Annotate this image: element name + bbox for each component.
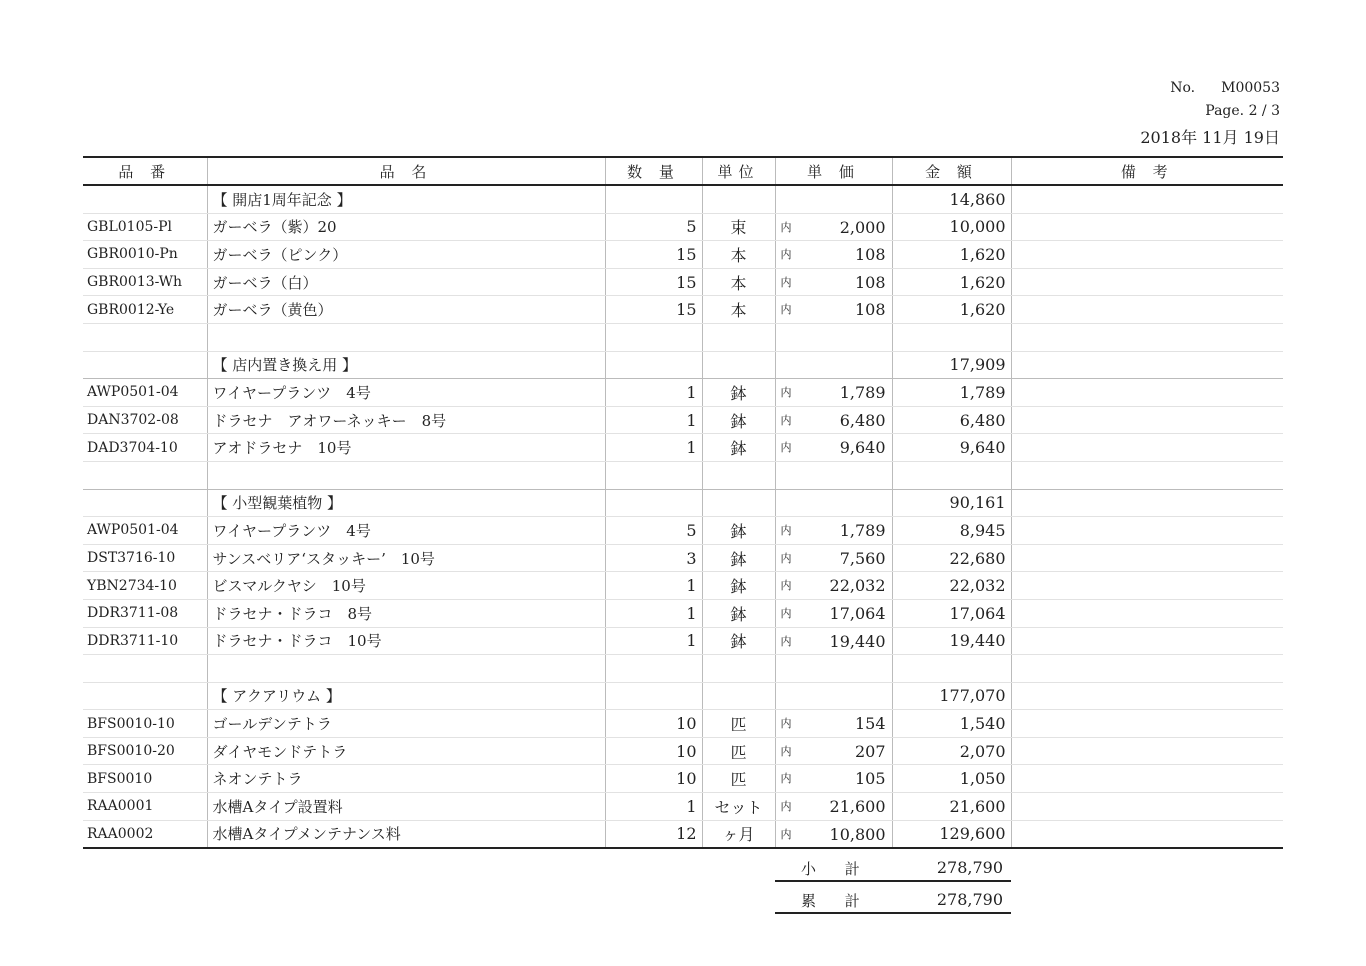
cumulative-total-label: 累 計 bbox=[801, 892, 872, 910]
unit-price-value: 1,789 bbox=[839, 521, 886, 541]
unit-price-value: 10,800 bbox=[829, 824, 886, 844]
item-name: ワイヤープランツ 4号 bbox=[207, 517, 605, 545]
item-note bbox=[1011, 682, 1283, 710]
item-unit-price bbox=[775, 765, 892, 793]
item-unit: 匹 bbox=[702, 710, 775, 738]
item-amount: 17,064 bbox=[892, 599, 1011, 627]
item-quantity: 15 bbox=[605, 268, 702, 296]
item-amount: 22,680 bbox=[892, 544, 1011, 572]
tax-included-mark: 内 bbox=[780, 744, 792, 758]
item-code: GBR0013-Wh bbox=[83, 268, 207, 296]
item-unit-price bbox=[775, 793, 892, 821]
item-unit: 鉢 bbox=[702, 599, 775, 627]
table-row bbox=[83, 682, 1283, 710]
item-code: RAA0002 bbox=[83, 820, 207, 848]
item-quantity: 1 bbox=[605, 793, 702, 821]
table-row bbox=[83, 544, 1283, 572]
item-code: DDR3711-10 bbox=[83, 627, 207, 655]
item-name: ガーベラ（紫）20 bbox=[207, 213, 605, 241]
item-code: AWP0501-04 bbox=[83, 517, 207, 545]
table-row bbox=[83, 710, 1283, 738]
item-note bbox=[1011, 517, 1283, 545]
item-unit bbox=[702, 323, 775, 351]
item-name: 【 アクアリウム 】 bbox=[207, 682, 605, 710]
document-date: 2018年 11月 19日 bbox=[1140, 128, 1280, 147]
item-amount: 17,909 bbox=[892, 351, 1011, 379]
tax-included-mark: 内 bbox=[780, 386, 792, 400]
item-amount: 1,050 bbox=[892, 765, 1011, 793]
item-note bbox=[1011, 572, 1283, 600]
item-code: GBR0010-Pn bbox=[83, 241, 207, 269]
item-unit bbox=[702, 489, 775, 517]
table-row bbox=[83, 185, 1283, 213]
item-unit bbox=[702, 655, 775, 683]
tax-included-mark: 内 bbox=[780, 717, 792, 731]
item-quantity: 1 bbox=[605, 627, 702, 655]
item-quantity: 1 bbox=[605, 434, 702, 462]
item-name: ダイヤモンドテトラ bbox=[207, 737, 605, 765]
column-header-code: 品 番 bbox=[83, 157, 207, 185]
item-code: DDR3711-08 bbox=[83, 599, 207, 627]
item-note bbox=[1011, 627, 1283, 655]
unit-price-value: 207 bbox=[854, 741, 886, 761]
item-code: BFS0010 bbox=[83, 765, 207, 793]
column-header-note: 備 考 bbox=[1011, 157, 1283, 185]
item-unit-price bbox=[775, 655, 892, 683]
item-note bbox=[1011, 185, 1283, 213]
item-note bbox=[1011, 655, 1283, 683]
unit-price-value: 154 bbox=[854, 714, 886, 734]
item-unit-price bbox=[775, 379, 892, 407]
item-unit bbox=[702, 351, 775, 379]
subtotal-value: 278,790 bbox=[936, 858, 1003, 877]
item-unit: 鉢 bbox=[702, 434, 775, 462]
column-header-unit-price: 単 価 bbox=[775, 157, 892, 185]
tax-included-mark: 内 bbox=[780, 303, 792, 317]
item-quantity: 1 bbox=[605, 406, 702, 434]
item-quantity: 12 bbox=[605, 820, 702, 848]
item-note bbox=[1011, 379, 1283, 407]
item-note bbox=[1011, 793, 1283, 821]
item-code: DAD3704-10 bbox=[83, 434, 207, 462]
item-unit-price bbox=[775, 351, 892, 379]
tax-included-mark: 内 bbox=[780, 413, 792, 427]
table-row bbox=[83, 517, 1283, 545]
item-amount: 10,000 bbox=[892, 213, 1011, 241]
tax-included-mark: 内 bbox=[780, 551, 792, 565]
item-amount: 1,789 bbox=[892, 379, 1011, 407]
item-quantity: 5 bbox=[605, 213, 702, 241]
item-quantity: 15 bbox=[605, 296, 702, 324]
item-code: GBL0105-Pl bbox=[83, 213, 207, 241]
item-note bbox=[1011, 213, 1283, 241]
item-note bbox=[1011, 820, 1283, 848]
cumulative-total-value: 278,790 bbox=[936, 890, 1003, 909]
table-row bbox=[83, 434, 1283, 462]
item-unit: 鉢 bbox=[702, 627, 775, 655]
unit-price-value: 7,560 bbox=[839, 548, 886, 568]
item-unit: 鉢 bbox=[702, 406, 775, 434]
item-unit bbox=[702, 682, 775, 710]
table-row bbox=[83, 351, 1283, 379]
item-name bbox=[207, 323, 605, 351]
subtotal-label: 小 計 bbox=[801, 860, 872, 878]
item-amount: 9,640 bbox=[892, 434, 1011, 462]
tax-included-mark: 内 bbox=[780, 606, 792, 620]
item-code: YBN2734-10 bbox=[83, 572, 207, 600]
table-row bbox=[83, 627, 1283, 655]
item-amount: 177,070 bbox=[892, 682, 1011, 710]
item-quantity: 3 bbox=[605, 544, 702, 572]
subtotal-row bbox=[775, 856, 1011, 882]
item-unit-price bbox=[775, 682, 892, 710]
item-note bbox=[1011, 241, 1283, 269]
item-note bbox=[1011, 599, 1283, 627]
item-name: ワイヤープランツ 4号 bbox=[207, 379, 605, 407]
line-items-table bbox=[83, 156, 1283, 849]
column-header-amount: 金 額 bbox=[892, 157, 1011, 185]
item-unit: 鉢 bbox=[702, 517, 775, 545]
table-body bbox=[83, 185, 1283, 848]
item-quantity bbox=[605, 185, 702, 213]
table-row bbox=[83, 268, 1283, 296]
item-note bbox=[1011, 351, 1283, 379]
item-unit-price bbox=[775, 268, 892, 296]
item-amount: 129,600 bbox=[892, 820, 1011, 848]
unit-price-value: 17,064 bbox=[829, 603, 886, 623]
item-unit-price bbox=[775, 627, 892, 655]
tax-included-mark: 内 bbox=[780, 772, 792, 786]
item-amount: 8,945 bbox=[892, 517, 1011, 545]
item-amount: 14,860 bbox=[892, 185, 1011, 213]
item-unit-price bbox=[775, 737, 892, 765]
item-unit: 匹 bbox=[702, 737, 775, 765]
item-note bbox=[1011, 461, 1283, 489]
item-note bbox=[1011, 323, 1283, 351]
document-number-label: No. bbox=[1170, 80, 1196, 96]
tax-included-mark: 内 bbox=[780, 634, 792, 648]
item-name: ガーベラ（ピンク） bbox=[207, 241, 605, 269]
item-unit-price bbox=[775, 489, 892, 517]
item-amount bbox=[892, 655, 1011, 683]
unit-price-value: 22,032 bbox=[829, 576, 886, 596]
unit-price-value: 6,480 bbox=[839, 410, 886, 430]
item-quantity: 1 bbox=[605, 379, 702, 407]
item-note bbox=[1011, 544, 1283, 572]
item-amount: 21,600 bbox=[892, 793, 1011, 821]
column-header-unit: 単位 bbox=[702, 157, 775, 185]
item-unit-price bbox=[775, 710, 892, 738]
item-note bbox=[1011, 737, 1283, 765]
item-quantity: 15 bbox=[605, 241, 702, 269]
unit-price-value: 108 bbox=[854, 245, 886, 265]
table-row bbox=[83, 323, 1283, 351]
unit-price-value: 2,000 bbox=[839, 217, 886, 237]
unit-price-value: 9,640 bbox=[839, 438, 886, 458]
item-amount bbox=[892, 461, 1011, 489]
document-number bbox=[1170, 80, 1280, 96]
item-code: AWP0501-04 bbox=[83, 379, 207, 407]
item-unit-price bbox=[775, 572, 892, 600]
item-unit-price bbox=[775, 461, 892, 489]
item-unit: 鉢 bbox=[702, 379, 775, 407]
tax-included-mark: 内 bbox=[780, 248, 792, 262]
item-unit-price bbox=[775, 296, 892, 324]
item-name: 水槽Aタイプ設置料 bbox=[207, 793, 605, 821]
item-quantity bbox=[605, 461, 702, 489]
table-row bbox=[83, 379, 1283, 407]
item-code bbox=[83, 461, 207, 489]
item-code bbox=[83, 489, 207, 517]
item-code bbox=[83, 682, 207, 710]
item-quantity bbox=[605, 682, 702, 710]
item-unit: 本 bbox=[702, 296, 775, 324]
item-amount: 19,440 bbox=[892, 627, 1011, 655]
tax-included-mark: 内 bbox=[780, 827, 792, 841]
item-name: ビスマルクヤシ 10号 bbox=[207, 572, 605, 600]
item-code bbox=[83, 351, 207, 379]
unit-price-value: 108 bbox=[854, 272, 886, 292]
tax-included-mark: 内 bbox=[780, 220, 792, 234]
item-note bbox=[1011, 765, 1283, 793]
item-code: BFS0010-10 bbox=[83, 710, 207, 738]
item-quantity: 5 bbox=[605, 517, 702, 545]
tax-included-mark: 内 bbox=[780, 800, 792, 814]
item-name: ドラセナ・ドラコ 10号 bbox=[207, 627, 605, 655]
item-amount: 1,540 bbox=[892, 710, 1011, 738]
item-unit-price bbox=[775, 213, 892, 241]
item-name bbox=[207, 461, 605, 489]
item-unit-price bbox=[775, 434, 892, 462]
item-code: DST3716-10 bbox=[83, 544, 207, 572]
item-unit: 鉢 bbox=[702, 572, 775, 600]
item-amount: 2,070 bbox=[892, 737, 1011, 765]
item-unit-price bbox=[775, 241, 892, 269]
item-amount: 22,032 bbox=[892, 572, 1011, 600]
item-note bbox=[1011, 296, 1283, 324]
item-name bbox=[207, 655, 605, 683]
unit-price-value: 1,789 bbox=[839, 383, 886, 403]
item-note bbox=[1011, 268, 1283, 296]
item-unit-price bbox=[775, 323, 892, 351]
item-unit-price bbox=[775, 599, 892, 627]
tax-included-mark: 内 bbox=[780, 579, 792, 593]
item-note bbox=[1011, 489, 1283, 517]
item-amount: 90,161 bbox=[892, 489, 1011, 517]
unit-price-value: 21,600 bbox=[829, 797, 886, 817]
item-code: DAN3702-08 bbox=[83, 406, 207, 434]
page-indicator: Page. 2 / 3 bbox=[1205, 103, 1280, 119]
item-name: ガーベラ（黄色） bbox=[207, 296, 605, 324]
item-code bbox=[83, 655, 207, 683]
item-unit-price bbox=[775, 185, 892, 213]
cumulative-total-row bbox=[775, 888, 1011, 914]
item-unit-price bbox=[775, 544, 892, 572]
item-unit: セット bbox=[702, 793, 775, 821]
table-row bbox=[83, 489, 1283, 517]
item-unit: 鉢 bbox=[702, 544, 775, 572]
item-name: ゴールデンテトラ bbox=[207, 710, 605, 738]
table-row bbox=[83, 296, 1283, 324]
item-quantity: 1 bbox=[605, 572, 702, 600]
unit-price-value: 108 bbox=[854, 300, 886, 320]
item-amount: 1,620 bbox=[892, 241, 1011, 269]
document-number-value: M00053 bbox=[1221, 80, 1280, 96]
item-amount: 6,480 bbox=[892, 406, 1011, 434]
table-row bbox=[83, 793, 1283, 821]
item-amount: 1,620 bbox=[892, 296, 1011, 324]
item-unit: 本 bbox=[702, 268, 775, 296]
item-unit-price bbox=[775, 406, 892, 434]
tax-included-mark: 内 bbox=[780, 441, 792, 455]
item-name: サンスベリア‘スタッキー’ 10号 bbox=[207, 544, 605, 572]
unit-price-value: 19,440 bbox=[829, 631, 886, 651]
table-row bbox=[83, 572, 1283, 600]
item-note bbox=[1011, 710, 1283, 738]
item-code bbox=[83, 185, 207, 213]
table-header-row bbox=[83, 157, 1283, 185]
table-row bbox=[83, 406, 1283, 434]
item-unit bbox=[702, 461, 775, 489]
item-code: BFS0010-20 bbox=[83, 737, 207, 765]
item-unit: 匹 bbox=[702, 765, 775, 793]
item-name: アオドラセナ 10号 bbox=[207, 434, 605, 462]
item-quantity bbox=[605, 351, 702, 379]
item-unit: ヶ月 bbox=[702, 820, 775, 848]
tax-included-mark: 内 bbox=[780, 275, 792, 289]
item-name: 【 開店1周年記念 】 bbox=[207, 185, 605, 213]
item-amount: 1,620 bbox=[892, 268, 1011, 296]
item-quantity bbox=[605, 655, 702, 683]
item-name: ドラセナ・ドラコ 8号 bbox=[207, 599, 605, 627]
item-quantity: 10 bbox=[605, 765, 702, 793]
item-unit: 束 bbox=[702, 213, 775, 241]
table-row bbox=[83, 461, 1283, 489]
item-name: ネオンテトラ bbox=[207, 765, 605, 793]
item-name: 【 小型観葉植物 】 bbox=[207, 489, 605, 517]
item-quantity bbox=[605, 489, 702, 517]
item-unit-price bbox=[775, 820, 892, 848]
table-row bbox=[83, 820, 1283, 848]
unit-price-value: 105 bbox=[854, 769, 886, 789]
item-code: RAA0001 bbox=[83, 793, 207, 821]
item-quantity: 1 bbox=[605, 599, 702, 627]
item-quantity: 10 bbox=[605, 737, 702, 765]
item-name: ガーベラ（白） bbox=[207, 268, 605, 296]
tax-included-mark: 内 bbox=[780, 524, 792, 538]
column-header-name: 品 名 bbox=[207, 157, 605, 185]
table-row bbox=[83, 241, 1283, 269]
table-row bbox=[83, 765, 1283, 793]
column-header-quantity: 数 量 bbox=[605, 157, 702, 185]
item-code: GBR0012-Ye bbox=[83, 296, 207, 324]
item-amount bbox=[892, 323, 1011, 351]
item-note bbox=[1011, 434, 1283, 462]
item-quantity: 10 bbox=[605, 710, 702, 738]
table-row bbox=[83, 737, 1283, 765]
table-row bbox=[83, 599, 1283, 627]
item-quantity bbox=[605, 323, 702, 351]
item-unit-price bbox=[775, 517, 892, 545]
table-row bbox=[83, 213, 1283, 241]
item-unit bbox=[702, 185, 775, 213]
item-code bbox=[83, 323, 207, 351]
item-name: ドラセナ アオワーネッキー 8号 bbox=[207, 406, 605, 434]
item-name: 水槽Aタイプメンテナンス料 bbox=[207, 820, 605, 848]
item-name: 【 店内置き換え用 】 bbox=[207, 351, 605, 379]
item-unit: 本 bbox=[702, 241, 775, 269]
table-row bbox=[83, 655, 1283, 683]
item-note bbox=[1011, 406, 1283, 434]
